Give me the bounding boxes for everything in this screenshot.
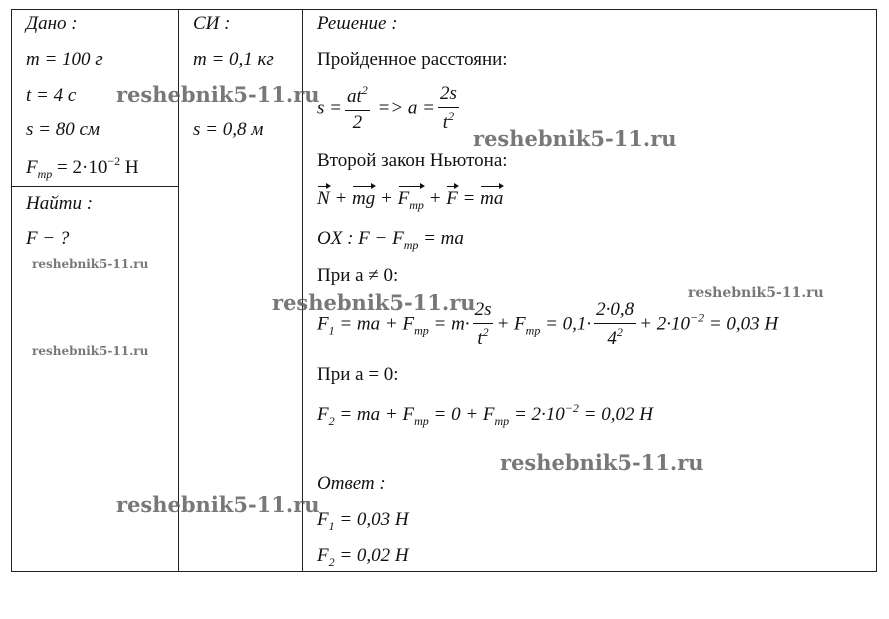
watermark: reshebnik5-11.ru [116,82,320,107]
watermark: reshebnik5-11.ru [272,290,476,315]
watermark: reshebnik5-11.ru [32,257,149,271]
watermark: reshebnik5-11.ru [500,450,704,475]
watermark: reshebnik5-11.ru [473,126,677,151]
newton-vector-equation: N + mg + $F_{тр} + F$ = ma [317,188,504,212]
answer-f2: $F_2 = 0,02$ Н [317,545,409,569]
solution-distance-caption: Пройденное расстояни: [317,49,508,70]
given-mass: m = 100 г [26,49,103,70]
given-time: t = 4 с [26,85,77,106]
case-nonzero-acceleration: При a ≠ 0: [317,265,399,286]
given-friction: $F_{тр} = 2\cdot 10^{-2}$ Н [26,154,139,181]
solution-header: Решение : [317,13,398,34]
watermark: reshebnik5-11.ru [688,285,824,301]
si-distance: s = 0,8 м [193,119,264,140]
si-mass: m = 0,1 кг [193,49,274,70]
kinematics-formula: s = $\frac{at^2}{2}$ => a = $\frac{2s}{t^2}$ [317,83,457,133]
given-find-divider [11,186,179,187]
watermark: reshebnik5-11.ru [32,344,149,358]
watermark: reshebnik5-11.ru [116,492,320,517]
newton-law-caption: Второй закон Ньютона: [317,150,508,171]
find-header: Найти : [26,193,94,214]
answer-f1: $F_1 = 0,03$ Н [317,509,409,533]
ox-projection: OX : $F - F_{тр}$ = ma [317,228,464,252]
answer-header: Ответ : [317,473,386,494]
given-header: Дано : [26,13,78,34]
si-header: СИ : [193,13,231,34]
force-f1-calculation: $F_1$ = ma + $F_{тр} = m\cdot$ $\frac{2s}{t^2}$ + $F_{тр} = 0,1\cdot$ $\frac{2\cdot 0,8}{4^2}$ + $2\cdot 10^{-2} = 0,03$ Н [317,299,779,349]
find-unknown: F − ? [26,228,70,249]
force-f2-calculation: $F_2$ = ma + $F_{тр} = 0 + F_{тр} = 2\cdot 10^{-2} = 0,02$ Н [317,401,653,428]
given-distance: s = 80 см [26,119,101,140]
case-zero-acceleration: При a = 0: [317,364,399,385]
